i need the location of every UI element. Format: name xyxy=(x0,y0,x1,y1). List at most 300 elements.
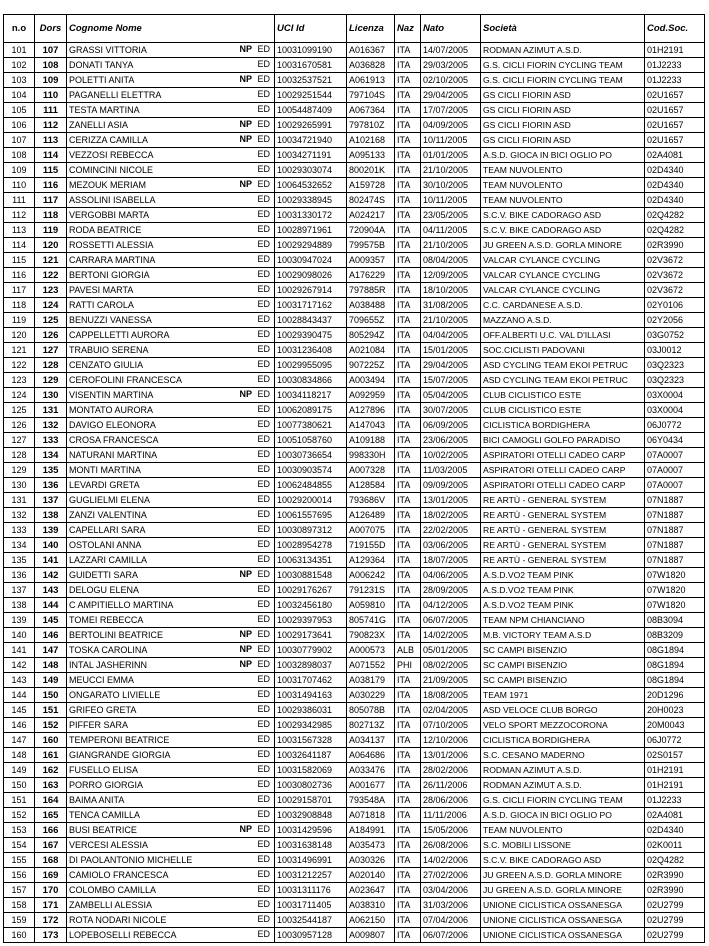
nationality: ITA xyxy=(395,883,421,898)
team: JU GREEN A.S.D. GORLA MINORE xyxy=(481,238,645,253)
birthdate: 14/02/2005 xyxy=(421,628,481,643)
license: A030326 xyxy=(347,853,395,868)
team: S.C.V. BIKE CADORAGO ASD xyxy=(481,208,645,223)
birthdate: 30/10/2005 xyxy=(421,178,481,193)
bib-number: 133 xyxy=(35,433,67,448)
team-code: 01H2191 xyxy=(645,43,705,58)
birthdate: 03/04/2006 xyxy=(421,883,481,898)
rider-name xyxy=(67,883,275,898)
category: ED xyxy=(257,104,270,114)
category: ED xyxy=(257,839,270,849)
team: RE ARTÙ - GENERAL SYSTEM xyxy=(481,538,645,553)
np-flag: NP xyxy=(239,44,252,54)
category: ED xyxy=(257,314,270,324)
team: G.S. CICLI FIORIN CYCLING TEAM xyxy=(481,793,645,808)
license: A147043 xyxy=(347,418,395,433)
team-code: 06Y0434 xyxy=(645,433,705,448)
uci-id: 10029294889 xyxy=(275,238,347,253)
bib-number: 152 xyxy=(35,718,67,733)
bib-number: 123 xyxy=(35,283,67,298)
team: UNIONE CICLISTICA OSSANESGA xyxy=(481,898,645,913)
table-row xyxy=(4,718,705,733)
table-row xyxy=(4,673,705,688)
team-code: 03Q2323 xyxy=(645,373,705,388)
rider-name xyxy=(67,763,275,778)
row-number: 119 xyxy=(4,313,35,328)
team-code: 02V3672 xyxy=(645,283,705,298)
row-number: 122 xyxy=(4,358,35,373)
license: A007328 xyxy=(347,463,395,478)
birthdate: 21/10/2005 xyxy=(421,163,481,178)
header-team-code: Cod.Soc. xyxy=(645,15,705,43)
rider-name xyxy=(67,403,275,418)
birthdate: 31/03/2006 xyxy=(421,898,481,913)
birthdate: 29/04/2005 xyxy=(421,358,481,373)
bib-number: 140 xyxy=(35,538,67,553)
team-code: 02Q4282 xyxy=(645,208,705,223)
row-number: 155 xyxy=(4,853,35,868)
license: 790823X xyxy=(347,628,395,643)
uci-id: 10029200014 xyxy=(275,493,347,508)
license: A009807 xyxy=(347,928,395,943)
rider-name xyxy=(67,223,275,238)
team: GS CICLI FIORIN ASD xyxy=(481,88,645,103)
category: ED xyxy=(257,329,270,339)
uci-id: 10032537521 xyxy=(275,73,347,88)
uci-id: 10034118217 xyxy=(275,388,347,403)
license: A024217 xyxy=(347,208,395,223)
bib-number: 141 xyxy=(35,553,67,568)
rider-name-text: LOPEBOSELLI REBECCA xyxy=(69,929,177,940)
rider-name xyxy=(67,313,275,328)
rider-name-text: C AMPITIELLO MARTINA xyxy=(69,599,174,610)
category: ED xyxy=(257,914,270,924)
category: ED xyxy=(257,854,270,864)
row-number: 140 xyxy=(4,628,35,643)
rider-name xyxy=(67,748,275,763)
table-row xyxy=(4,313,705,328)
category: ED xyxy=(257,194,270,204)
uci-id: 10031429596 xyxy=(275,823,347,838)
uci-id: 10031496991 xyxy=(275,853,347,868)
team: ASPIRATORI OTELLI CADEO CARP xyxy=(481,463,645,478)
birthdate: 04/12/2005 xyxy=(421,598,481,613)
birthdate: 06/07/2005 xyxy=(421,613,481,628)
team: BICI CAMOGLI GOLFO PARADISO xyxy=(481,433,645,448)
uci-id: 10031707462 xyxy=(275,673,347,688)
license: A092959 xyxy=(347,388,395,403)
license: A006242 xyxy=(347,568,395,583)
nationality: ITA xyxy=(395,148,421,163)
license: 797104S xyxy=(347,88,395,103)
team: A.S.D. GIOCA IN BICI OGLIO PO xyxy=(481,148,645,163)
table-row xyxy=(4,163,705,178)
category: ED xyxy=(257,494,270,504)
table-row xyxy=(4,733,705,748)
np-flag: NP xyxy=(239,659,252,669)
birthdate: 01/01/2005 xyxy=(421,148,481,163)
bib-number: 172 xyxy=(35,913,67,928)
row-number: 103 xyxy=(4,73,35,88)
row-number: 104 xyxy=(4,88,35,103)
row-number: 141 xyxy=(4,643,35,658)
table-row xyxy=(4,148,705,163)
uci-id: 10032908848 xyxy=(275,808,347,823)
category: ED xyxy=(257,869,270,879)
row-number: 160 xyxy=(4,928,35,943)
team-code: 01J2233 xyxy=(645,793,705,808)
uci-id: 10028971961 xyxy=(275,223,347,238)
team-code: 07W1820 xyxy=(645,583,705,598)
rider-name-text: GUGLIELMI ELENA xyxy=(69,494,151,505)
birthdate: 08/04/2005 xyxy=(421,253,481,268)
team: RE ARTÙ - GENERAL SYSTEM xyxy=(481,508,645,523)
birthdate: 28/06/2006 xyxy=(421,793,481,808)
table-row xyxy=(4,553,705,568)
team-code: 02R3990 xyxy=(645,868,705,883)
team: RODMAN AZIMUT A.S.D. xyxy=(481,778,645,793)
uci-id: 10030903574 xyxy=(275,463,347,478)
license: A061913 xyxy=(347,73,395,88)
bib-number: 163 xyxy=(35,778,67,793)
rider-name-text: GRIFEO GRETA xyxy=(69,704,137,715)
table-row xyxy=(4,253,705,268)
row-number: 128 xyxy=(4,448,35,463)
uci-id: 10077380621 xyxy=(275,418,347,433)
uci-id: 10030897312 xyxy=(275,523,347,538)
rider-name xyxy=(67,808,275,823)
license: 800201K xyxy=(347,163,395,178)
row-number: 159 xyxy=(4,913,35,928)
uci-id: 10034721940 xyxy=(275,133,347,148)
bib-number: 148 xyxy=(35,658,67,673)
uci-id: 10029265991 xyxy=(275,118,347,133)
nationality: ITA xyxy=(395,598,421,613)
rider-name xyxy=(67,643,275,658)
uci-id: 10028954278 xyxy=(275,538,347,553)
team-code: 02R3990 xyxy=(645,238,705,253)
table-row xyxy=(4,103,705,118)
rider-name xyxy=(67,478,275,493)
rider-name xyxy=(67,928,275,943)
uci-id: 10031212257 xyxy=(275,868,347,883)
rider-name-text: MEZOUK MERIAM xyxy=(69,179,147,190)
category: ED xyxy=(257,179,270,189)
bib-number: 167 xyxy=(35,838,67,853)
team-code: 02V3672 xyxy=(645,253,705,268)
rider-name-text: COLOMBO CAMILLA xyxy=(69,884,157,895)
nationality: ITA xyxy=(395,508,421,523)
team: SC CAMPI BISENZIO xyxy=(481,658,645,673)
category: ED xyxy=(257,164,270,174)
birthdate: 04/04/2005 xyxy=(421,328,481,343)
rider-name xyxy=(67,148,275,163)
birthdate: 18/07/2005 xyxy=(421,553,481,568)
team-code: 06J0772 xyxy=(645,733,705,748)
license: A095133 xyxy=(347,148,395,163)
team-code: 01H2191 xyxy=(645,763,705,778)
table-row xyxy=(4,433,705,448)
category: ED xyxy=(257,779,270,789)
row-number: 137 xyxy=(4,583,35,598)
rider-name-text: ZAMBELLI ALESSIA xyxy=(69,899,153,910)
team-code: 02D4340 xyxy=(645,163,705,178)
rider-name xyxy=(67,688,275,703)
uci-id: 10063134351 xyxy=(275,553,347,568)
nationality: ITA xyxy=(395,373,421,388)
table-row xyxy=(4,343,705,358)
team-code: 02U2799 xyxy=(645,913,705,928)
birthdate: 14/02/2006 xyxy=(421,853,481,868)
np-flag: NP xyxy=(239,569,252,579)
row-number: 125 xyxy=(4,403,35,418)
table-row xyxy=(4,118,705,133)
nationality: ITA xyxy=(395,613,421,628)
bib-number: 128 xyxy=(35,358,67,373)
row-number: 106 xyxy=(4,118,35,133)
category: ED xyxy=(257,449,270,459)
row-number: 131 xyxy=(4,493,35,508)
license: A033476 xyxy=(347,763,395,778)
category: ED xyxy=(257,689,270,699)
category: ED xyxy=(257,389,270,399)
row-number: 118 xyxy=(4,298,35,313)
row-number: 153 xyxy=(4,823,35,838)
nationality: ITA xyxy=(395,628,421,643)
category: ED xyxy=(257,149,270,159)
nationality: ITA xyxy=(395,763,421,778)
uci-id: 10062484855 xyxy=(275,478,347,493)
uci-id: 10051058760 xyxy=(275,433,347,448)
row-number: 150 xyxy=(4,778,35,793)
bib-number: 160 xyxy=(35,733,67,748)
category: ED xyxy=(257,569,270,579)
team-code: 01J2233 xyxy=(645,58,705,73)
uci-id: 10031638148 xyxy=(275,838,347,853)
rider-name xyxy=(67,283,275,298)
row-number: 148 xyxy=(4,748,35,763)
birthdate: 17/07/2005 xyxy=(421,103,481,118)
row-number: 130 xyxy=(4,478,35,493)
bib-number: 131 xyxy=(35,403,67,418)
table-row xyxy=(4,223,705,238)
rider-name-text: TRABUIO SERENA xyxy=(69,344,149,355)
bib-number: 166 xyxy=(35,823,67,838)
birthdate: 10/02/2005 xyxy=(421,448,481,463)
bib-number: 135 xyxy=(35,463,67,478)
uci-id: 10029338945 xyxy=(275,193,347,208)
category: ED xyxy=(257,344,270,354)
rider-name xyxy=(67,583,275,598)
np-flag: NP xyxy=(239,134,252,144)
rider-name xyxy=(67,793,275,808)
bib-number: 126 xyxy=(35,328,67,343)
rider-name-text: CAPPELLETTI AURORA xyxy=(69,329,170,340)
team: S.C. CESANO MADERNO xyxy=(481,748,645,763)
uci-id: 10032641187 xyxy=(275,748,347,763)
team-code: 07N1887 xyxy=(645,493,705,508)
nationality: ITA xyxy=(395,73,421,88)
bib-number: 113 xyxy=(35,133,67,148)
rider-name xyxy=(67,178,275,193)
birthdate: 10/11/2005 xyxy=(421,133,481,148)
license: 805741G xyxy=(347,613,395,628)
team: ASD CYCLING TEAM EKOI PETRUC xyxy=(481,358,645,373)
team: S.C.V. BIKE CADORAGO ASD xyxy=(481,853,645,868)
nationality: ITA xyxy=(395,208,421,223)
table-row xyxy=(4,58,705,73)
license: A176229 xyxy=(347,268,395,283)
table-row xyxy=(4,418,705,433)
bib-number: 116 xyxy=(35,178,67,193)
rider-name-text: NATURANI MARTINA xyxy=(69,449,158,460)
team: TEAM NUVOLENTO xyxy=(481,163,645,178)
rider-name xyxy=(67,343,275,358)
rider-name-text: CEROFOLINI FRANCESCA xyxy=(69,374,183,385)
license: 797810Z xyxy=(347,118,395,133)
license: 802713Z xyxy=(347,718,395,733)
rider-name-text: MONTI MARTINA xyxy=(69,464,141,475)
team-code: 02U1657 xyxy=(645,133,705,148)
birthdate: 05/04/2005 xyxy=(421,388,481,403)
table-row xyxy=(4,283,705,298)
nationality: ITA xyxy=(395,163,421,178)
np-flag: NP xyxy=(239,629,252,639)
rider-name-text: PAVESI MARTA xyxy=(69,284,134,295)
nationality: ITA xyxy=(395,343,421,358)
birthdate: 29/03/2005 xyxy=(421,58,481,73)
team: SC CAMPI BISENZIO xyxy=(481,673,645,688)
rider-name-text: RODA BEATRICE xyxy=(69,224,142,235)
np-flag: NP xyxy=(239,824,252,834)
birthdate: 28/02/2006 xyxy=(421,763,481,778)
bib-number: 118 xyxy=(35,208,67,223)
table-row xyxy=(4,373,705,388)
table-row xyxy=(4,748,705,763)
row-number: 114 xyxy=(4,238,35,253)
team: G.S. CICLI FIORIN CYCLING TEAM xyxy=(481,58,645,73)
nationality: ALB xyxy=(395,643,421,658)
nationality: ITA xyxy=(395,673,421,688)
uci-id: 10031099190 xyxy=(275,43,347,58)
team-code: 03Q2323 xyxy=(645,358,705,373)
team: CLUB CICLISTICO ESTE xyxy=(481,388,645,403)
nationality: ITA xyxy=(395,913,421,928)
table-row xyxy=(4,613,705,628)
team: A.S.D.VO2 TEAM PINK xyxy=(481,568,645,583)
team: VALCAR CYLANCE CYCLING xyxy=(481,268,645,283)
rider-name-text: ZANZI VALENTINA xyxy=(69,509,147,520)
license: 805294Z xyxy=(347,328,395,343)
bib-number: 136 xyxy=(35,478,67,493)
birthdate: 31/08/2005 xyxy=(421,298,481,313)
birthdate: 11/03/2005 xyxy=(421,463,481,478)
rider-name-text: GIANGRANDE GIORGIA xyxy=(69,749,171,760)
row-number: 147 xyxy=(4,733,35,748)
team: A.S.D.VO2 TEAM PINK xyxy=(481,583,645,598)
rider-name-text: TOMEI REBECCA xyxy=(69,614,144,625)
row-number: 113 xyxy=(4,223,35,238)
team-code: 08B3094 xyxy=(645,613,705,628)
license: A030229 xyxy=(347,688,395,703)
nationality: ITA xyxy=(395,748,421,763)
rider-name xyxy=(67,658,275,673)
rider-name-text: LEVARDI GRETA xyxy=(69,479,140,490)
uci-id: 10032544187 xyxy=(275,913,347,928)
rider-name-text: TENCA CAMILLA xyxy=(69,809,141,820)
rider-name xyxy=(67,328,275,343)
team-code: 07A0007 xyxy=(645,448,705,463)
row-number: 126 xyxy=(4,418,35,433)
category: ED xyxy=(257,599,270,609)
birthdate: 21/09/2005 xyxy=(421,673,481,688)
rider-name-text: LAZZARI CAMILLA xyxy=(69,554,148,565)
bib-number: 173 xyxy=(35,928,67,943)
license: A062150 xyxy=(347,913,395,928)
nationality: ITA xyxy=(395,523,421,538)
birthdate: 15/01/2005 xyxy=(421,343,481,358)
np-flag: NP xyxy=(239,74,252,84)
uci-id: 10029173641 xyxy=(275,628,347,643)
rider-name-text: MONTATO AURORA xyxy=(69,404,154,415)
team: GS CICLI FIORIN ASD xyxy=(481,118,645,133)
rider-name xyxy=(67,253,275,268)
nationality: ITA xyxy=(395,118,421,133)
uci-id: 10031717162 xyxy=(275,298,347,313)
nationality: ITA xyxy=(395,823,421,838)
birthdate: 26/11/2006 xyxy=(421,778,481,793)
category: ED xyxy=(257,209,270,219)
license: A020140 xyxy=(347,868,395,883)
nationality: ITA xyxy=(395,43,421,58)
team: CLUB CICLISTICO ESTE xyxy=(481,403,645,418)
team: UNIONE CICLISTICA OSSANESGA xyxy=(481,928,645,943)
row-number: 134 xyxy=(4,538,35,553)
category: ED xyxy=(257,419,270,429)
table-row xyxy=(4,703,705,718)
rider-name-text: BERTOLINI BEATRICE xyxy=(69,629,164,640)
team: A.S.D. GIOCA IN BICI OGLIO PO xyxy=(481,808,645,823)
rider-name-text: INTAL JASHERINN xyxy=(69,659,148,670)
nationality: ITA xyxy=(395,223,421,238)
bib-number: 139 xyxy=(35,523,67,538)
bib-number: 149 xyxy=(35,673,67,688)
birthdate: 23/06/2005 xyxy=(421,433,481,448)
category: ED xyxy=(257,284,270,294)
rider-name xyxy=(67,448,275,463)
team-code: 07N1887 xyxy=(645,538,705,553)
category: ED xyxy=(257,404,270,414)
birthdate: 22/02/2005 xyxy=(421,523,481,538)
team-code: 02U2799 xyxy=(645,898,705,913)
rider-name-text: CAPELLARI SARA xyxy=(69,524,146,535)
rider-name-text: COMINCINI NICOLE xyxy=(69,164,154,175)
team-code: 02U2799 xyxy=(645,928,705,943)
license: 793686V xyxy=(347,493,395,508)
team: RE ARTÙ - GENERAL SYSTEM xyxy=(481,493,645,508)
uci-id: 10030779902 xyxy=(275,643,347,658)
row-number: 101 xyxy=(4,43,35,58)
team-code: 20M0043 xyxy=(645,718,705,733)
bib-number: 120 xyxy=(35,238,67,253)
rider-name-text: CROSA FRANCESCA xyxy=(69,434,159,445)
team-code: 02Y2056 xyxy=(645,313,705,328)
team-code: 02A4081 xyxy=(645,148,705,163)
bib-number: 122 xyxy=(35,268,67,283)
bib-number: 147 xyxy=(35,643,67,658)
category: ED xyxy=(257,704,270,714)
rider-name-text: VEZZOSI REBECCA xyxy=(69,149,154,160)
